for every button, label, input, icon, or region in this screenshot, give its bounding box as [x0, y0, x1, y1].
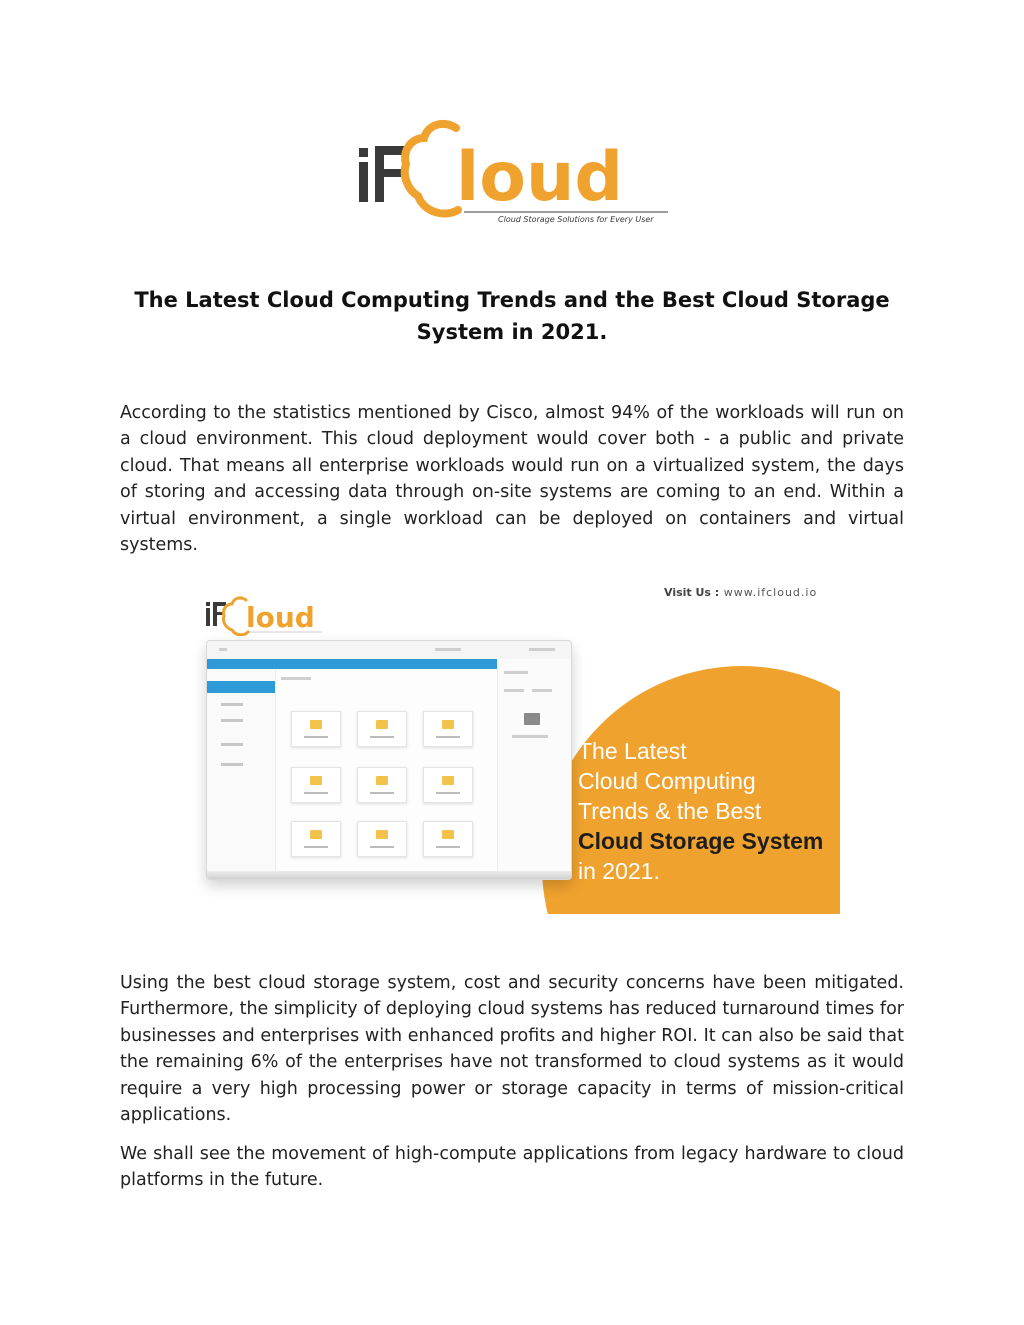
paragraph-intro: According to the statistics mentioned by Cisco, almost 94% of the workloads will run on a cloud environment. This cloud deployment would cover both - a public and private cloud. That means all enterprise workloads would run on a virtualized system, the days of storing and accessing data through on-site systems are coming to an end. Within a virtual environment, a single workload can be deployed on containers and virtual systems.: [120, 403, 904, 556]
folder-tile: [423, 767, 473, 803]
folder-tile: [357, 767, 407, 803]
folder-tile: [423, 711, 473, 747]
folder-tile: [423, 821, 473, 857]
visit-us-line: [664, 586, 817, 599]
visit-us-label: Visit Us :: [664, 586, 720, 599]
paragraph-benefits: Using the best cloud storage system, cost and security concerns have been mitigated. Furthermore, the simplicity of deploying cloud systems has reduced turnaround times for businesses and enterprises with enhanced profits and higher ROI. It can also be said that the remaining 6% of the enterprises have not transformed to cloud systems as it would require a very high processing power or storage capacity in terms of mission-critical applications.: [120, 973, 904, 1126]
folder-tile: [291, 711, 341, 747]
banner-logo: [204, 592, 324, 636]
mock-topbar: [207, 641, 571, 660]
logo-wordmark: loud: [456, 138, 624, 217]
folder-open-icon: [524, 713, 540, 725]
ifcloud-logo: [356, 118, 676, 228]
folder-tile: [357, 821, 407, 857]
banner-logo-graphic: [204, 592, 324, 636]
banner-line-5: in 2021.: [578, 858, 660, 884]
folder-tile: [357, 711, 407, 747]
app-window-mockup: [206, 640, 572, 880]
folder-tile: [291, 821, 341, 857]
paragraph-future: We shall see the movement of high-compute applications from legacy hardware to cloud platforms in the future.: [120, 1144, 904, 1191]
logo-tagline: Cloud Storage Solutions for Every User: [498, 215, 654, 224]
banner-line-4: Cloud Storage System: [578, 828, 824, 854]
page-title: The Latest Cloud Computing Trends and the Best Cloud Storage System in 2021.: [134, 288, 890, 344]
mock-sidebar: [207, 659, 276, 879]
mock-details-pane: [497, 659, 572, 879]
folder-tile: [291, 767, 341, 803]
banner-logo-wordmark: loud: [246, 601, 315, 634]
banner-headline: [578, 736, 838, 886]
ifcloud-logo-graphic: [356, 118, 676, 228]
mock-main-header: [275, 659, 497, 669]
banner-line-2: Cloud Computing: [578, 768, 756, 794]
visit-us-url: www.ifcloud.io: [723, 586, 818, 599]
banner-line-1: The Latest: [578, 738, 687, 764]
banner-line-3: Trends & the Best: [578, 798, 762, 824]
article-banner-image: [186, 574, 840, 914]
